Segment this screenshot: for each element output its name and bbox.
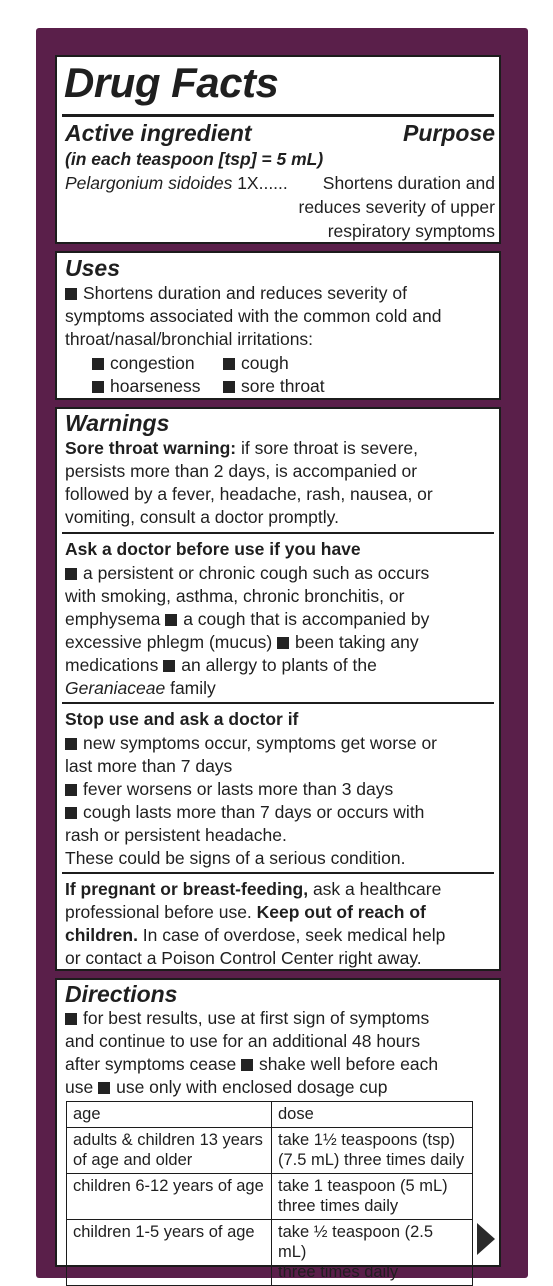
bullet-icon [165, 614, 177, 626]
per-teaspoon-note: (in each teaspoon [tsp] = 5 mL) [65, 149, 324, 169]
bullet-icon [223, 381, 235, 393]
table-cell-dose: take 1½ teaspoons (tsp) (7.5 mL) three times daily [272, 1128, 473, 1174]
bullet-icon [98, 1082, 110, 1094]
table-header-dose: dose [272, 1102, 473, 1128]
continue-arrow-icon [477, 1223, 495, 1255]
section-divider [55, 398, 501, 409]
purpose-heading: Purpose [403, 120, 496, 146]
sore-throat-line-4: vomiting, consult a doctor promptly. [65, 507, 339, 527]
directions-line-1: for best results, use at first sign of symptoms [65, 1007, 429, 1030]
table-row [67, 1128, 473, 1174]
drug-facts-title: Drug Facts [64, 59, 279, 106]
table-header-row [67, 1102, 473, 1128]
ask-doctor-heading: Ask a doctor before use if you have [65, 539, 361, 559]
bullet-icon [65, 568, 77, 580]
ask-line-5: medications an allergy to plants of the [65, 655, 377, 675]
ingredient-name: Pelargonium sidoides [65, 173, 233, 193]
bullet-icon [65, 807, 77, 819]
directions-line-4: use use only with enclosed dosage cup [65, 1077, 388, 1097]
ingredient-line [65, 172, 288, 195]
ask-line-1: a persistent or chronic cough such as occurs [65, 562, 429, 585]
bullet-icon [241, 1059, 253, 1071]
warnings-heading: Warnings [65, 410, 170, 436]
uses-item-cough: cough [223, 352, 289, 375]
dosage-table [66, 1101, 473, 1286]
table-row [67, 1220, 473, 1286]
table-cell-age: children 1-5 years of age [67, 1220, 272, 1286]
subsection-rule [62, 702, 494, 704]
pregnant-line-1: If pregnant or breast-feeding, ask a healthcare [65, 879, 442, 899]
stop-line-4: cough lasts more than 7 days or occurs with [65, 801, 424, 824]
stop-line-5: rash or persistent headache. [65, 825, 287, 845]
title-rule [62, 114, 494, 117]
stop-line-1: new symptoms occur, symptoms get worse or [65, 732, 437, 755]
uses-line-2: symptoms associated with the common cold and [65, 306, 442, 326]
active-ingredient-heading: Active ingredient [65, 120, 252, 146]
purpose-line-3: respiratory symptoms [327, 221, 495, 241]
uses-line-3: throat/nasal/bronchial irritations: [65, 329, 314, 349]
uses-heading: Uses [65, 255, 120, 281]
bullet-icon [223, 358, 235, 370]
table-cell-age: children 6-12 years of age [67, 1174, 272, 1220]
section-divider [55, 242, 501, 253]
pregnant-line-2: professional before use. Keep out of reach of [65, 902, 426, 922]
directions-line-3: after symptoms cease shake well before each [65, 1054, 439, 1074]
ask-line-3: emphysema a cough that is accompanied by [65, 609, 430, 629]
uses-item-sore-throat: sore throat [223, 375, 325, 398]
table-header-age: age [67, 1102, 272, 1128]
section-divider [55, 969, 501, 980]
bullet-icon [163, 660, 175, 672]
table-cell-age: adults & children 13 years of age and older [67, 1128, 272, 1174]
bullet-icon [92, 381, 104, 393]
ingredient-potency: 1X...... [232, 173, 288, 193]
directions-line-2: and continue to use for an additional 48 hours [65, 1031, 421, 1051]
pregnant-line-3: children. In case of overdose, seek medical help [65, 925, 446, 945]
bullet-icon [65, 288, 77, 300]
table-cell-dose: take 1 teaspoon (5 mL) three times daily [272, 1174, 473, 1220]
purpose-line-1: Shortens duration and [322, 173, 495, 193]
ask-line-6: Geraniaceae family [65, 678, 216, 698]
bullet-icon [65, 784, 77, 796]
stop-line-6: These could be signs of a serious condition. [65, 848, 406, 868]
pregnant-line-4: or contact a Poison Control Center right away. [65, 948, 422, 968]
sore-throat-line-3: followed by a fever, headache, rash, nausea, or [65, 484, 433, 504]
uses-item-congestion: congestion [92, 352, 195, 375]
ask-line-4: excessive phlegm (mucus) been taking any [65, 632, 419, 652]
bullet-icon [277, 637, 289, 649]
bullet-icon [65, 1013, 77, 1025]
bullet-icon [92, 358, 104, 370]
table-row [67, 1174, 473, 1220]
subsection-rule [62, 872, 494, 874]
purpose-line-2: reduces severity of upper [298, 197, 495, 217]
uses-line-1: Shortens duration and reduces severity of [65, 282, 407, 305]
stop-use-heading: Stop use and ask a doctor if [65, 709, 299, 729]
stop-line-3: fever worsens or lasts more than 3 days [65, 778, 393, 801]
sore-throat-line-1: Sore throat warning: if sore throat is severe, [65, 438, 419, 458]
bullet-icon [65, 738, 77, 750]
ask-line-2: with smoking, asthma, chronic bronchitis, or [65, 586, 405, 606]
directions-heading: Directions [65, 981, 178, 1007]
stop-line-2: last more than 7 days [65, 756, 233, 776]
uses-item-hoarseness: hoarseness [92, 375, 200, 398]
subsection-rule [62, 532, 494, 534]
table-cell-dose: take ½ teaspoon (2.5 mL) three times daily [272, 1220, 473, 1286]
sore-throat-line-2: persists more than 2 days, is accompanied or [65, 461, 418, 481]
